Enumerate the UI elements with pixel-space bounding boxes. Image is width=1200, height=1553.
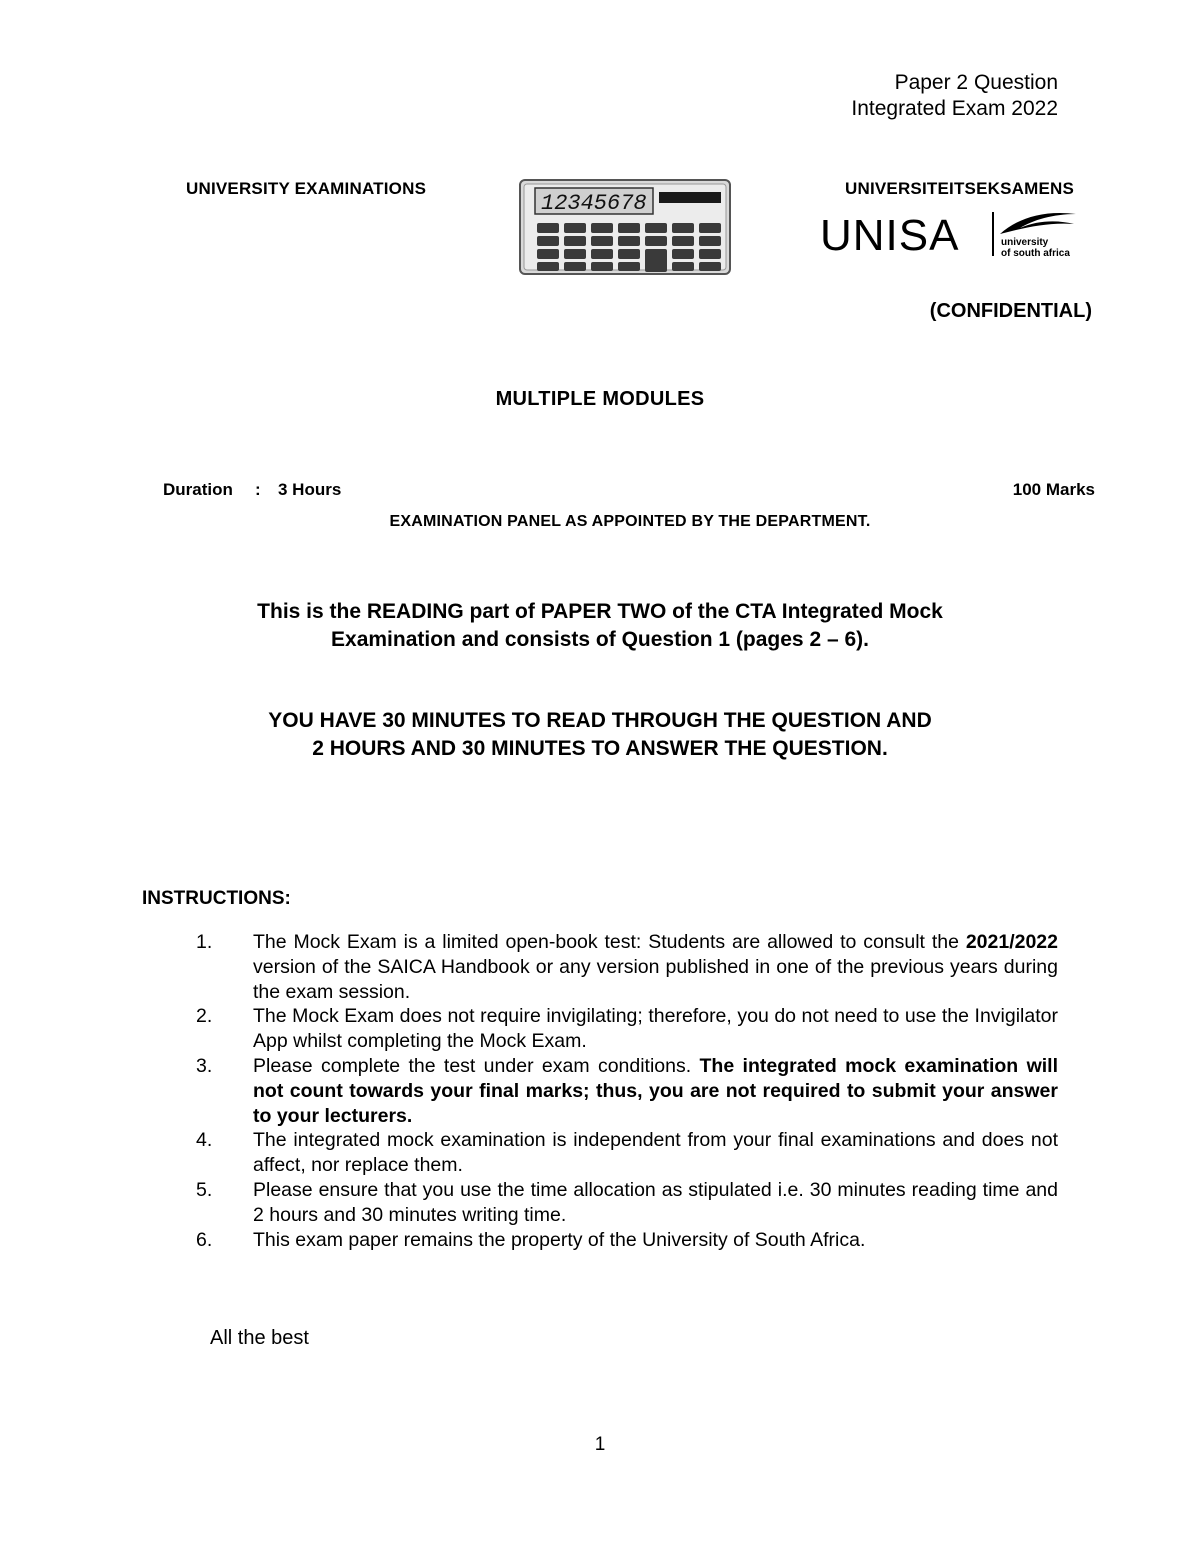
list-item: 3. Please complete the test under exam conditions. The integrated mock examination will not count towards your final marks; thus, you are not required to submit your answer to your lecturers. [196,1054,1058,1127]
calculator-image [519,179,731,275]
closing-remark: All the best [210,1327,309,1349]
reading-part-notice [0,598,1200,654]
list-item: 2. The Mock Exam does not require invigilating; therefore, you do not need to use the Invigilator App whilst completing the Mock Exam. [196,1005,1058,1053]
page-header [851,70,1058,122]
university-examinations-title: UNIVERSITY EXAMINATIONS [186,179,427,198]
total-marks: 100 Marks [1012,480,1095,499]
header-exam-label: Integrated Exam 2022 [851,97,1058,120]
duration-label: Duration [163,480,233,499]
modules-title: MULTIPLE MODULES [495,388,705,410]
header-paper-label: Paper 2 Question [894,71,1058,94]
time-notice-line-2: 2 HOURS AND 30 MINUTES TO ANSWER THE QUESTION. [312,737,888,760]
universiteitseksamens-title: UNIVERSITEITSEKSAMENS [845,179,1075,198]
duration-value: 3 Hours [278,480,342,499]
instructions-heading: INSTRUCTIONS: [142,888,291,909]
unisa-logo-subtitle: university of south africa [1001,237,1070,259]
logo-swoosh-icon [998,208,1078,236]
logo-divider [992,212,994,256]
instructions-list [196,930,1058,1252]
page-number: 1 [594,1434,606,1455]
list-item: 6. This exam paper remains the property of the University of South Africa. [196,1228,866,1251]
unisa-logo [820,208,1080,264]
list-item: 1. The Mock Exam is a limited open-book test: Students are allowed to consult the 2021/2022 version of the SAICA Handbook or any version published in one of the previous years during the exam session. [196,931,1058,1003]
duration-line [163,480,341,500]
calculator-display: 12345678 [541,191,647,216]
reading-line-1: This is the READING part of PAPER TWO of the CTA Integrated Mock [257,600,943,623]
reading-line-2: Examination and consists of Question 1 (pages 2 – 6). [331,628,869,651]
time-notice-line-1: YOU HAVE 30 MINUTES TO READ THROUGH THE QUESTION AND [268,709,932,732]
time-allocation-notice [0,707,1200,763]
examination-panel-note: EXAMINATION PANEL AS APPOINTED BY THE DEPARTMENT. [389,513,871,530]
list-item: 4. The integrated mock examination is independent from your final examinations and does not affect, nor replace them. [196,1129,1058,1177]
confidential-label: (CONFIDENTIAL) [929,300,1092,322]
list-item: 5. Please ensure that you use the time allocation as stipulated i.e. 30 minutes reading time and 2 hours and 30 minutes writing time. [196,1178,1058,1226]
unisa-logo-word: UNISA [820,211,960,260]
duration-separator: : [255,480,261,499]
